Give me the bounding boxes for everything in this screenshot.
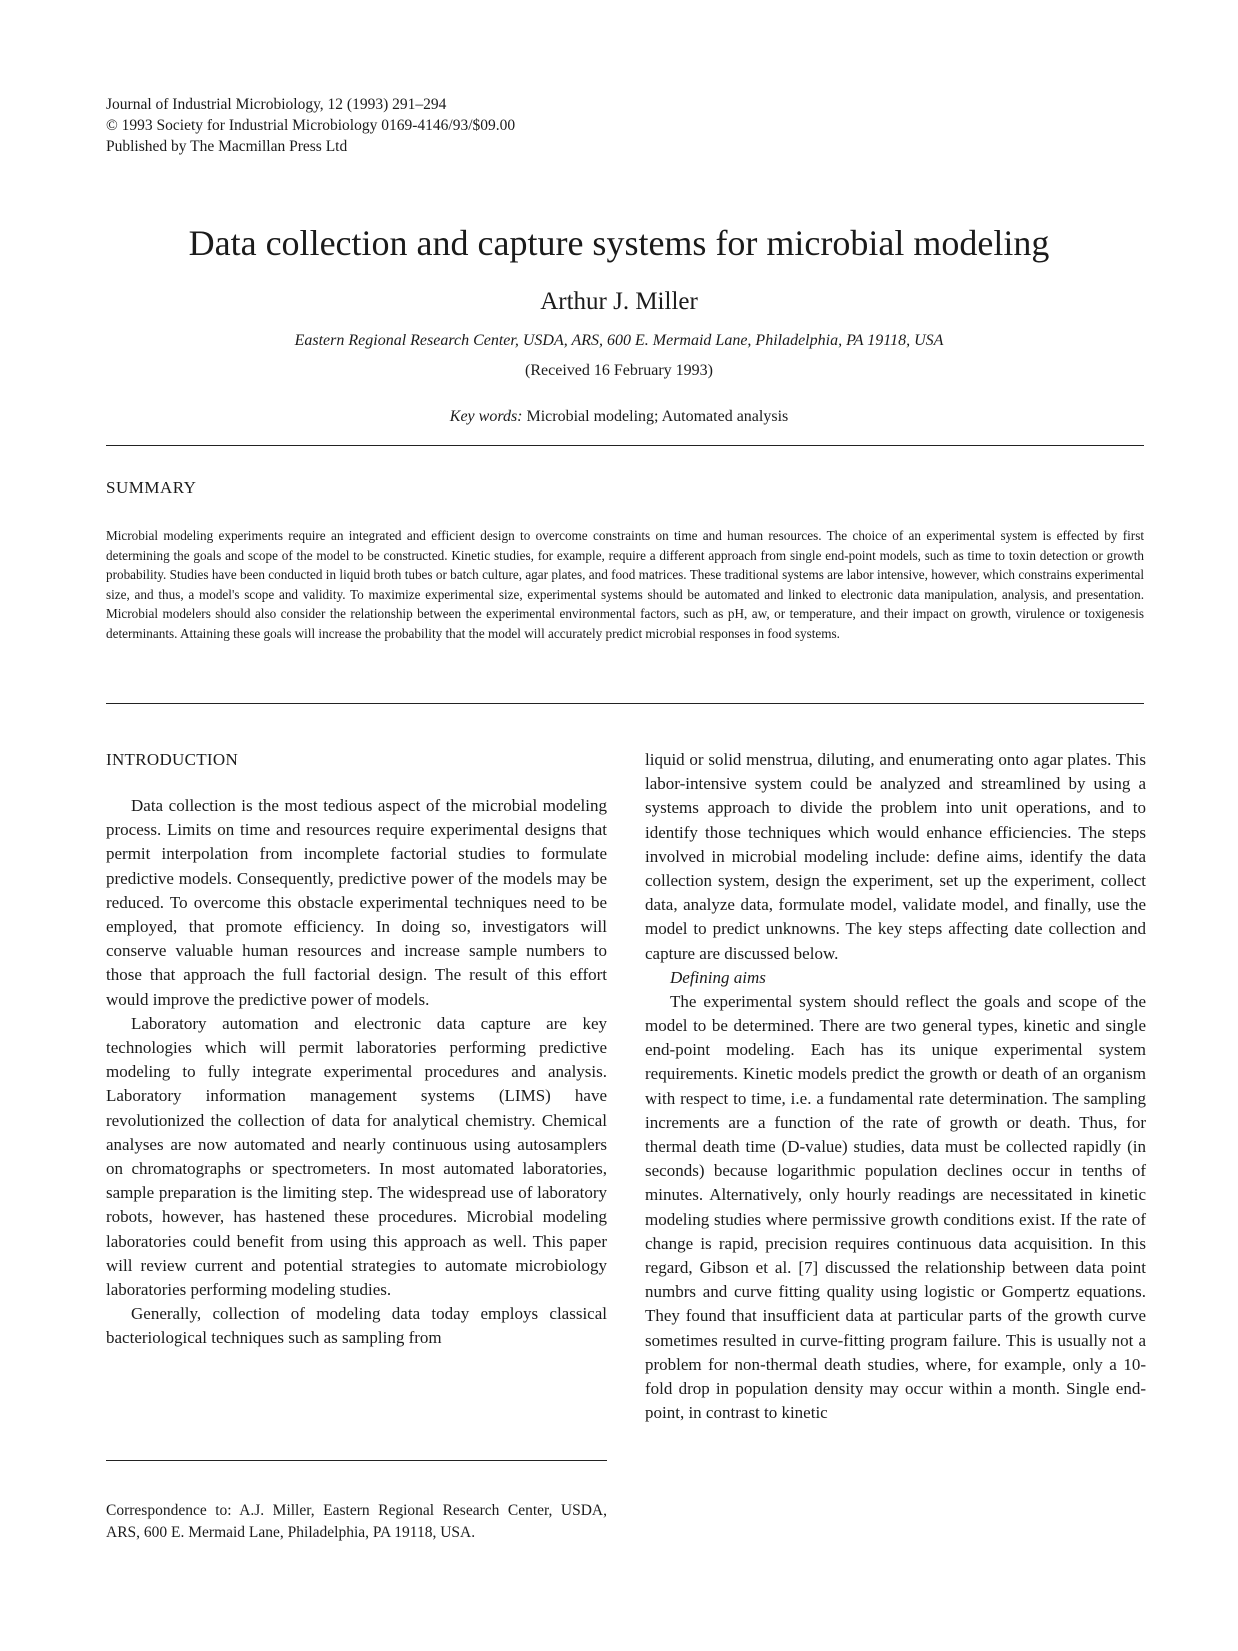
summary-text: Microbial modeling experiments require an integrated and efficient design to overcome constraints on time and human resources. The choice of an experimental system is effected by first determining the goals and scope of the model to be constructed. Kinetic studies, for example, require a different approach from single end-point models, such as time to toxin detection or growth probability. Studies have been conducted in liquid broth tubes or batch culture, agar plates, and food matrices. These traditional systems are labor intensive, however, which constrains experimental size, and thus, a model's scope and validity. To maximize experimental size, experimental systems should be automated and linked to electronic data manipulation, analysis, and presentation. Microbial modelers should also consider the relationship between the experimental environmental factors, such as pH, aw, or temperature, and their impact on growth, virulence or toxigenesis determinants. Attaining these goals will increase the probability that the model will accurately predict microbial responses in food systems. [106,528,1144,641]
keywords [0,406,1238,428]
defining-aims-heading: Defining aims [670,967,766,987]
journal-citation: Journal of Industrial Microbiology, 12 (1993) 291–294 [106,96,447,113]
defining-aims-paragraph: The experimental system should reflect the goals and scope of the model to be determined. There are two general types, kinetic and single end-point modeling. Each has its unique experimental system requirements. Kinetic models predict the growth or death of an organism with respect to time, i.e. a fundamental rate determination. The sampling increments are a function of the rate of growth or death. Thus, for thermal death time (D-value) studies, data must be collected rapidly (in seconds) because logarithmic population declines occur in tenths of minutes. Alternatively, only hourly readings are necessitated in kinetic modeling studies where permissive growth conditions exist. If the rate of change is rapid, precision requires continuous data acquisition. In this regard, Gibson et al. [7] discussed the relationship between data point numbrs and curve fitting quality using logistic or Gompertz equations. They found that insufficient data at particular parts of the growth curve sometimes resulted in curve-fitting program failure. This is usually not a problem for non-thermal death studies, where, for example, only a 10-fold drop in population density may occur within a month. Single end-point, in contrast to kinetic [645,991,1146,1423]
copyright-line: © 1993 Society for Industrial Microbiology 0169-4146/93/$09.00 [106,117,516,134]
divider-top [106,445,1144,446]
summary-heading: SUMMARY [106,478,197,497]
keywords-value: Microbial modeling; Automated analysis [526,408,789,425]
journal-header [106,94,515,157]
author-affiliation: Eastern Regional Research Center, USDA, ARS, 600 E. Mermaid Lane, Philadelphia, PA 19118, USA [294,332,944,349]
intro-paragraph-2: Laboratory automation and electronic data capture are key technologies which will permit laboratories performing predictive modeling to fully integrate experimental procedures and analysis. Laboratory information management systems (LIMS) have revolutionized the collection of data for analytical chemistry. Chemical analyses are now automated and nearly continuous using autosamplers on chromatographs or spectrometers. In most automated laboratories, sample preparation is the limiting step. The widespread use of laboratory robots, however, has hastened these procedures. Microbial modeling laboratories could benefit from using this approach as well. This paper will review current and potential strategies to automate microbiology laboratories performing modeling studies. [106,1013,607,1300]
footnote-divider [106,1460,607,1461]
author-name: Arthur J. Miller [540,288,698,315]
left-column [106,748,607,1351]
intro-paragraph-1: Data collection is the most tedious aspect of the microbial modeling process. Limits on time and resources require experimental designs that permit interpolation from incomplete factorial studies to formulate predictive models. Consequently, predictive power of the models may be reduced. To overcome this obstacle experimental techniques need to be employed, that promote efficiency. In doing so, investigators will conserve valuable human resources and increase sample numbers to those that approach the full factorial design. The result of this effort would improve the predictive power of models. [106,796,607,1009]
keywords-label: Key words: [449,408,523,425]
received-date: (Received 16 February 1993) [525,362,713,379]
right-column [645,748,1146,1425]
publisher-line: Published by The Macmillan Press Ltd [106,138,348,155]
divider-bottom [106,703,1144,704]
correspondence-footnote: Correspondence to: A.J. Miller, Eastern Regional Research Center, USDA, ARS, 600 E. Mermaid Lane, Philadelphia, PA 19118, USA. [106,1502,607,1541]
continuation-paragraph: liquid or solid menstrua, diluting, and enumerating onto agar plates. This labor-intensive system could be analyzed and streamlined by using a systems approach to divide the problem into unit operations, and to identify those techniques which would enhance efficiencies. The steps involved in microbial modeling include: define aims, identify the data collection system, design the experiment, set up the experiment, collect data, analyze data, formulate model, validate model, and finally, use the model to predict unknowns. The key steps affecting date collection and capture are discussed below. [645,750,1146,963]
intro-paragraph-3: Generally, collection of modeling data today employs classical bacteriological techniques such as sampling from [106,1304,607,1348]
introduction-heading: INTRODUCTION [106,750,239,769]
article-title: Data collection and capture systems for microbial modeling [188,223,1050,263]
